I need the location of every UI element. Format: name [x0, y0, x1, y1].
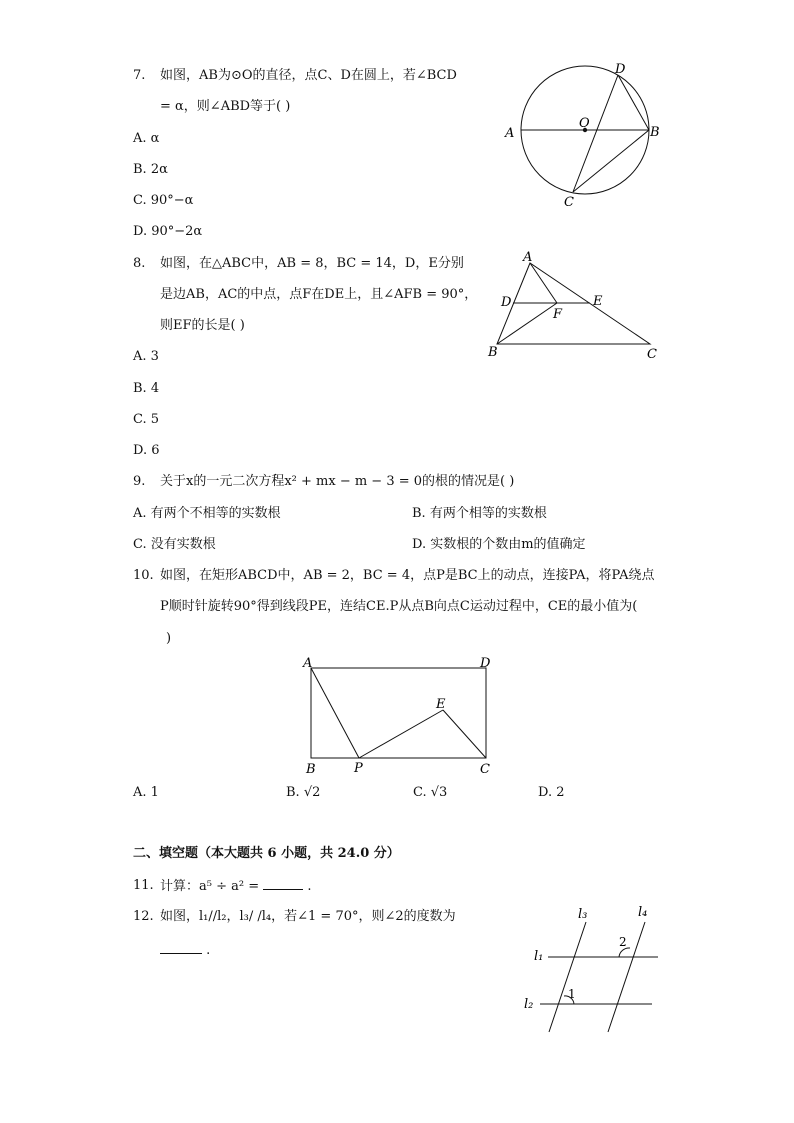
label-o: O [579, 116, 590, 131]
q10-stem-line1: 如图，在矩形ABCD中，AB = 2，BC = 4，点P是BC上的动点，连接PA，将PA绕点 [160, 568, 655, 583]
q12-parallel-lines-figure [520, 900, 670, 1040]
q7-option-c: C. 90°−α [133, 193, 194, 208]
section-title: 二、填空题（本大题共 6 小题，共 24.0 分） [133, 846, 400, 861]
q7-circle-figure [500, 58, 670, 213]
q7-option-a: A. α [133, 131, 160, 146]
label-l3: l₃ [578, 907, 588, 922]
q10-option-b: B. √2 [286, 785, 321, 800]
q7-number: 7. [133, 68, 146, 83]
q10-number: 10. [133, 568, 154, 583]
chord-bd [618, 75, 649, 130]
q11-answer-blank[interactable] [263, 877, 303, 890]
segment-ce [443, 710, 486, 758]
label-a: A [505, 126, 515, 141]
label-a: A [303, 656, 313, 671]
q7-stem-line1: 如图，AB为⊙O的直径，点C、D在圆上，若∠BCD [160, 68, 457, 83]
q7-stem-line2: = α，则∠ABD等于( ) [160, 99, 291, 114]
label-b: B [488, 345, 498, 360]
q12-answer-blank[interactable] [160, 941, 202, 954]
chord-cd [573, 75, 618, 192]
q9-number: 9. [133, 474, 146, 489]
q8-option-a: A. 3 [133, 349, 159, 364]
q9-stem: 关于x的一元二次方程x² + mx − m − 3 = 0的根的情况是( ) [160, 474, 515, 489]
q9-option-d: D. 实数根的个数由m的值确定 [412, 537, 586, 552]
q8-stem-line1: 如图，在△ABC中，AB = 8，BC = 14，D，E分别 [160, 256, 464, 271]
q9-option-b: B. 有两个相等的实数根 [412, 506, 547, 521]
q11-number: 11. [133, 878, 154, 893]
label-e: E [436, 697, 446, 712]
label-d: D [501, 295, 512, 310]
q12-tail: . [206, 943, 211, 958]
label-angle-2: 2 [619, 935, 627, 949]
q8-option-c: C. 5 [133, 412, 160, 427]
label-d: D [480, 656, 491, 671]
q11-line [160, 877, 312, 896]
q8-option-b: B. 4 [133, 381, 160, 396]
label-b: B [306, 762, 316, 777]
label-l1: l₁ [534, 949, 544, 964]
label-c: C [564, 195, 574, 210]
label-f: F [553, 307, 563, 322]
q8-stem-line2: 是边AB，AC的中点，点F在DE上，且∠AFB = 90°， [160, 287, 478, 302]
q12-number: 12. [133, 909, 154, 924]
q8-number: 8. [133, 256, 146, 271]
q10-rectangle-figure [298, 652, 498, 777]
segment-af [530, 263, 557, 303]
q8-triangle-figure [485, 248, 665, 363]
q7-option-b: B. 2α [133, 162, 168, 177]
q9-option-a: A. 有两个不相等的实数根 [133, 506, 281, 521]
q8-stem-line3: 则EF的长是( ) [160, 318, 245, 333]
q10-stem-line3: ) [166, 631, 172, 646]
q10-stem-line2: P顺时针旋转90°得到线段PE，连结CE.P从点B向点C运动过程中，CE的最小值为( [160, 599, 638, 614]
q12-stem: 如图，l₁//l₂，l₃/ /l₄，若∠1 = 70°，则∠2的度数为 [160, 909, 456, 924]
q8-option-d: D. 6 [133, 443, 160, 458]
segment-pa [311, 668, 359, 758]
label-e: E [593, 294, 603, 309]
q9-option-c: C. 没有实数根 [133, 537, 216, 552]
label-angle-1: 1 [568, 987, 576, 1001]
label-d: D [615, 62, 626, 77]
rectangle-abcd [311, 668, 486, 758]
label-l2: l₂ [524, 997, 534, 1012]
q7-option-d: D. 90°−2α [133, 224, 203, 239]
label-p: P [354, 761, 363, 776]
angle-2-arc [619, 948, 630, 957]
q10-option-a: A. 1 [133, 785, 159, 800]
label-a: A [523, 250, 533, 265]
segment-pe [359, 710, 443, 758]
q11-tail: . [307, 879, 312, 894]
q10-option-d: D. 2 [538, 785, 565, 800]
q10-option-c: C. √3 [413, 785, 448, 800]
label-b: B [650, 125, 660, 140]
q11-text: 计算：a⁵ ÷ a² = [160, 879, 260, 894]
q12-answer-line [160, 941, 210, 960]
line-l3 [549, 922, 586, 1032]
label-c: C [647, 347, 657, 362]
label-l4: l₄ [638, 905, 648, 920]
label-c: C [480, 762, 490, 777]
